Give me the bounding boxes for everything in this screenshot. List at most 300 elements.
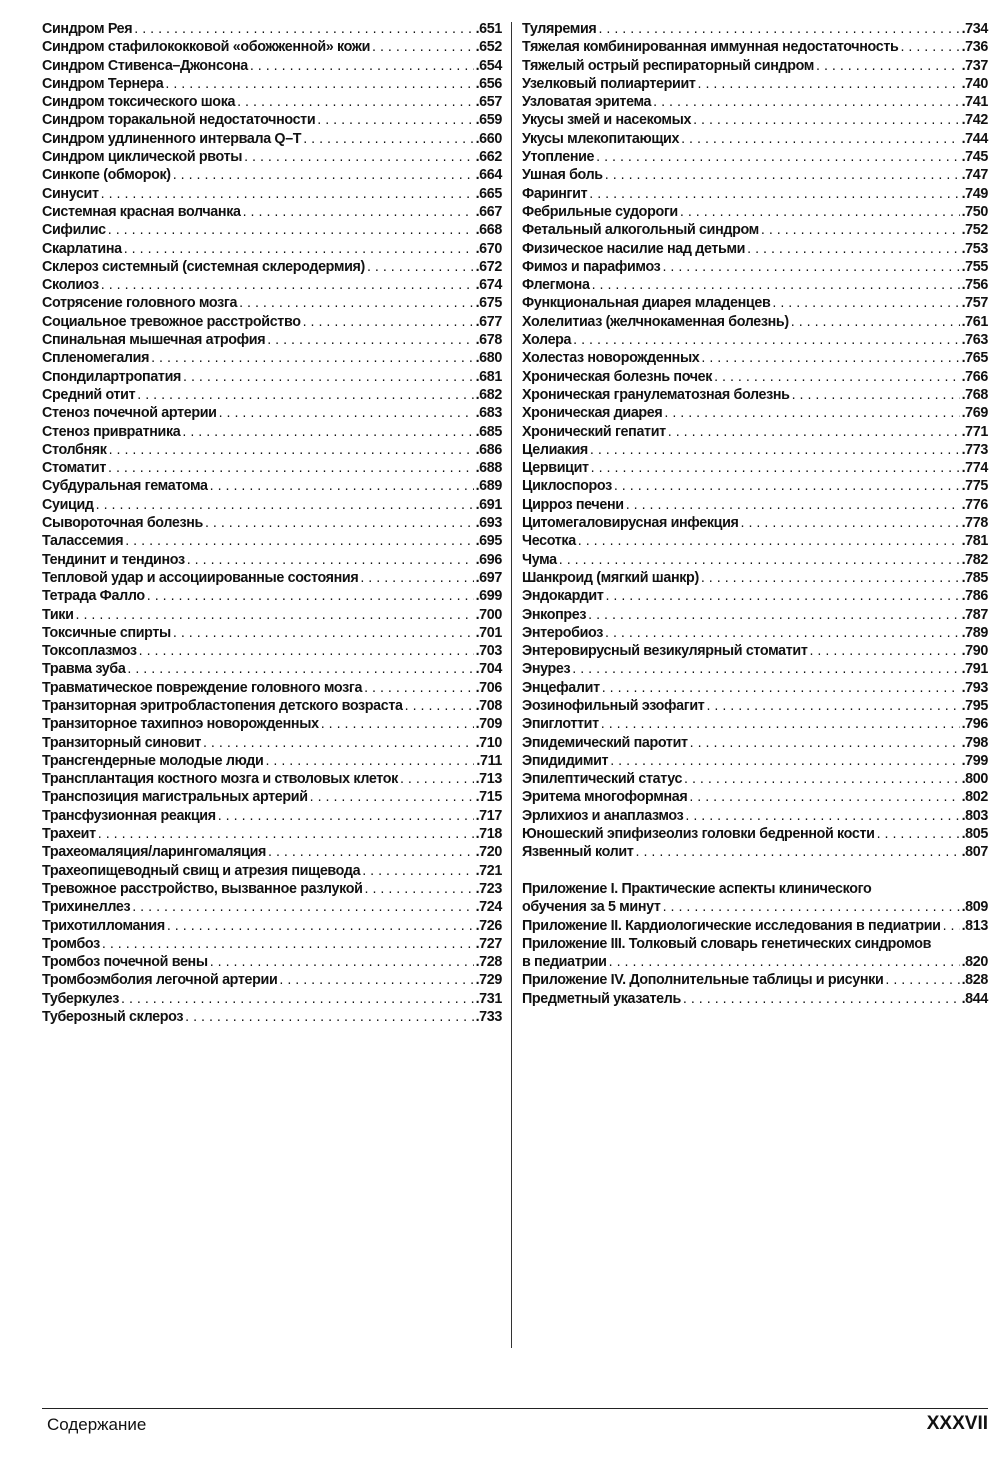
dot-leader bbox=[279, 971, 473, 989]
toc-entry[interactable] bbox=[42, 111, 502, 129]
toc-entry[interactable] bbox=[522, 148, 988, 166]
dot-leader bbox=[559, 551, 960, 569]
toc-entry[interactable] bbox=[42, 57, 502, 75]
toc-entry[interactable] bbox=[42, 606, 502, 624]
toc-entry[interactable] bbox=[42, 185, 502, 203]
toc-entry-page: .728 bbox=[475, 954, 502, 971]
toc-entry-title: Эпилептический статус bbox=[522, 771, 683, 788]
dot-leader bbox=[590, 441, 960, 459]
toc-entry-title: Синдром токсического шока bbox=[42, 94, 236, 111]
dot-leader bbox=[653, 93, 959, 111]
toc-entry[interactable] bbox=[42, 441, 502, 459]
toc-entry-title: Фебрильные судороги bbox=[522, 203, 678, 220]
appendix-3-page: .820 bbox=[961, 954, 988, 971]
toc-entry-page: .736 bbox=[961, 39, 988, 56]
toc-entry-title: Тетрада Фалло bbox=[42, 588, 145, 605]
toc-entry[interactable] bbox=[42, 38, 502, 56]
toc-entry-title: Цервицит bbox=[522, 460, 589, 477]
dot-leader bbox=[303, 313, 474, 331]
toc-entry[interactable] bbox=[42, 807, 502, 825]
appendix-3-title-cont: в педиатрии bbox=[522, 954, 607, 971]
toc-entry-page: .652 bbox=[475, 39, 502, 56]
dot-leader bbox=[219, 404, 474, 422]
dot-leader bbox=[101, 185, 474, 203]
toc-entry[interactable] bbox=[42, 93, 502, 111]
toc-entry[interactable] bbox=[42, 1008, 502, 1026]
toc-entry[interactable] bbox=[42, 75, 502, 93]
toc-entry-page: .747 bbox=[961, 167, 988, 184]
dot-leader bbox=[268, 843, 474, 861]
dot-leader bbox=[605, 624, 960, 642]
dot-leader bbox=[792, 386, 960, 404]
toc-entry-title: Эпидемический паротит bbox=[522, 734, 688, 751]
toc-entry-page: .727 bbox=[475, 935, 502, 952]
toc-entry[interactable] bbox=[42, 276, 502, 294]
toc-entry-title: Столбняк bbox=[42, 441, 107, 458]
dot-leader bbox=[900, 38, 959, 56]
dot-leader bbox=[321, 715, 474, 733]
toc-entry[interactable] bbox=[42, 935, 502, 953]
toc-entry-title: Энтеровирусный везикулярный стоматит bbox=[522, 643, 808, 660]
dot-leader bbox=[108, 221, 474, 239]
toc-entry-page: .718 bbox=[475, 826, 502, 843]
toc-entry-title: Трахеопищеводный свищ и атрезия пищевода bbox=[42, 862, 361, 879]
toc-entry-page: .720 bbox=[475, 844, 502, 861]
dot-leader bbox=[210, 477, 474, 495]
appendix-1-title-cont: обучения за 5 минут bbox=[522, 899, 661, 916]
dot-leader bbox=[265, 752, 474, 770]
toc-entry-page: .737 bbox=[961, 57, 988, 74]
dot-leader bbox=[943, 917, 960, 935]
dot-leader bbox=[218, 807, 474, 825]
dot-leader bbox=[761, 221, 960, 239]
toc-entry-page: .749 bbox=[961, 185, 988, 202]
toc-entry[interactable] bbox=[42, 917, 502, 935]
toc-entry-page: .750 bbox=[961, 203, 988, 220]
dot-leader bbox=[877, 825, 960, 843]
toc-entry[interactable] bbox=[522, 752, 988, 770]
dot-leader bbox=[101, 276, 474, 294]
toc-entry-title: Спондилартропатия bbox=[42, 368, 182, 385]
toc-entry[interactable] bbox=[522, 75, 988, 93]
toc-entry[interactable] bbox=[42, 496, 502, 514]
dot-leader bbox=[185, 1008, 473, 1026]
toc-entry[interactable] bbox=[522, 679, 988, 697]
dot-leader bbox=[701, 349, 959, 367]
toc-entry-page: .796 bbox=[961, 716, 988, 733]
dot-leader bbox=[267, 331, 473, 349]
toc-entry-page: .745 bbox=[961, 149, 988, 166]
toc-entry[interactable] bbox=[522, 203, 988, 221]
toc-entry[interactable] bbox=[42, 788, 502, 806]
toc-entry[interactable] bbox=[42, 642, 502, 660]
toc-entry-title: Туберозный склероз bbox=[42, 1009, 184, 1026]
dot-leader bbox=[636, 843, 960, 861]
toc-entry[interactable] bbox=[522, 715, 988, 733]
toc-entry-page: .733 bbox=[475, 1009, 502, 1026]
toc-entry[interactable] bbox=[42, 258, 502, 276]
toc-entry-page: .681 bbox=[475, 368, 502, 385]
dot-leader bbox=[681, 130, 959, 148]
toc-entry[interactable] bbox=[42, 203, 502, 221]
dot-leader bbox=[668, 423, 960, 441]
toc-entry-title: Системная красная волчанка bbox=[42, 203, 241, 220]
toc-entry[interactable] bbox=[522, 660, 988, 678]
toc-entry[interactable] bbox=[522, 551, 988, 569]
toc-entry[interactable] bbox=[42, 294, 502, 312]
toc-entry-title: Фимоз и парафимоз bbox=[522, 258, 661, 275]
toc-entry[interactable] bbox=[42, 240, 502, 258]
dot-leader bbox=[592, 276, 960, 294]
toc-entry-title: Тендинит и тендиноз bbox=[42, 551, 185, 568]
toc-entry-page: .774 bbox=[961, 460, 988, 477]
toc-entry[interactable] bbox=[42, 880, 502, 898]
toc-entry[interactable] bbox=[42, 331, 502, 349]
dot-leader bbox=[210, 953, 474, 971]
dot-leader bbox=[239, 294, 473, 312]
toc-entry-title: Эпидидимит bbox=[522, 752, 609, 769]
toc-entry[interactable] bbox=[522, 532, 988, 550]
toc-entry[interactable] bbox=[42, 166, 502, 184]
toc-entry-title: Тяжелая комбинированная иммунная недостаточность bbox=[522, 39, 899, 56]
toc-entry[interactable] bbox=[522, 807, 988, 825]
toc-entry[interactable] bbox=[522, 313, 988, 331]
dot-leader bbox=[365, 880, 474, 898]
toc-entry[interactable] bbox=[522, 404, 988, 422]
toc-entry-title: Синдром Стивенса–Джонсона bbox=[42, 57, 248, 74]
dot-leader bbox=[203, 734, 474, 752]
toc-entry[interactable] bbox=[42, 660, 502, 678]
toc-left-column bbox=[42, 20, 502, 1026]
toc-entry[interactable] bbox=[42, 423, 502, 441]
appendix-1-entry[interactable] bbox=[522, 898, 988, 916]
toc-entry-page: .729 bbox=[475, 972, 502, 989]
dot-leader bbox=[610, 752, 959, 770]
appendix-2-entry[interactable] bbox=[522, 917, 988, 935]
toc-entry[interactable] bbox=[522, 276, 988, 294]
toc-entry[interactable] bbox=[522, 130, 988, 148]
toc-entry-title: Язвенный колит bbox=[522, 844, 634, 861]
toc-entry[interactable] bbox=[42, 825, 502, 843]
toc-entry-title: Хроническая болезнь почек bbox=[522, 368, 713, 385]
toc-entry-title: Эритема многоформная bbox=[522, 789, 688, 806]
toc-entry[interactable] bbox=[522, 20, 988, 38]
dot-leader bbox=[125, 532, 473, 550]
toc-entry-title: Трахеомаляция/ларингомаляция bbox=[42, 844, 267, 861]
toc-entry-title: Суицид bbox=[42, 496, 94, 513]
toc-entry-page: .654 bbox=[475, 57, 502, 74]
toc-entry-title: Стеноз почечной артерии bbox=[42, 405, 217, 422]
toc-entry-page: .744 bbox=[961, 130, 988, 147]
toc-entry-page: .711 bbox=[476, 752, 502, 769]
dot-leader bbox=[173, 624, 474, 642]
toc-entry-page: .697 bbox=[475, 569, 502, 586]
toc-entry-title: Энтеробиоз bbox=[522, 624, 603, 641]
dot-leader bbox=[605, 166, 960, 184]
toc-entry[interactable] bbox=[42, 386, 502, 404]
toc-entry-title: Юношеский эпифизеолиз головки бедренной кости bbox=[522, 826, 875, 843]
toc-entry-page: .757 bbox=[961, 295, 988, 312]
dot-leader bbox=[303, 130, 473, 148]
toc-entry[interactable] bbox=[522, 368, 988, 386]
toc-entry[interactable] bbox=[522, 477, 988, 495]
toc-entry-page: .771 bbox=[961, 423, 988, 440]
dot-leader bbox=[139, 642, 474, 660]
toc-entry[interactable] bbox=[522, 331, 988, 349]
toc-entry-title: Чума bbox=[522, 551, 557, 568]
toc-entry[interactable] bbox=[42, 368, 502, 386]
toc-entry-title: Эозинофильный эзофагит bbox=[522, 697, 705, 714]
toc-entry[interactable] bbox=[42, 477, 502, 495]
dot-leader bbox=[791, 313, 960, 331]
toc-entry[interactable] bbox=[42, 898, 502, 916]
toc-entry-page: .742 bbox=[961, 112, 988, 129]
toc-entry[interactable] bbox=[522, 843, 988, 861]
toc-entry[interactable] bbox=[42, 587, 502, 605]
toc-entry[interactable] bbox=[42, 148, 502, 166]
toc-entry-page: .724 bbox=[475, 899, 502, 916]
appendix-4-title: Приложение IV. Дополнительные таблицы и рисунки bbox=[522, 972, 884, 989]
toc-entry-page: .798 bbox=[961, 734, 988, 751]
toc-entry[interactable] bbox=[522, 423, 988, 441]
toc-entry-title: Средний отит bbox=[42, 386, 136, 403]
toc-entry-page: .651 bbox=[475, 21, 502, 37]
toc-entry[interactable] bbox=[42, 514, 502, 532]
toc-entry-page: .657 bbox=[475, 94, 502, 111]
toc-entry-page: .696 bbox=[475, 551, 502, 568]
toc-entry-page: .704 bbox=[475, 661, 502, 678]
dot-leader bbox=[98, 825, 474, 843]
toc-entry-title: Цирроз печени bbox=[522, 496, 624, 513]
toc-entry-page: .795 bbox=[961, 697, 988, 714]
toc-entry-page: .752 bbox=[961, 222, 988, 239]
dot-leader bbox=[205, 514, 474, 532]
toc-entry-title: Травма зуба bbox=[42, 661, 126, 678]
toc-entry-page: .785 bbox=[961, 569, 988, 586]
appendix-4-entry[interactable] bbox=[522, 971, 988, 989]
toc-entry[interactable] bbox=[522, 111, 988, 129]
dot-leader bbox=[183, 368, 474, 386]
toc-entry[interactable] bbox=[522, 569, 988, 587]
toc-entry-page: .740 bbox=[961, 75, 988, 92]
toc-entry[interactable] bbox=[42, 734, 502, 752]
toc-entry[interactable] bbox=[42, 221, 502, 239]
toc-entry-page: .662 bbox=[475, 149, 502, 166]
toc-entry-page: .717 bbox=[475, 807, 502, 824]
toc-entry[interactable] bbox=[42, 953, 502, 971]
toc-entry[interactable] bbox=[42, 349, 502, 367]
dot-leader bbox=[664, 404, 959, 422]
appendix-block bbox=[522, 880, 988, 1008]
toc-entry[interactable] bbox=[522, 349, 988, 367]
toc-entry-page: .769 bbox=[961, 405, 988, 422]
toc-entry-title: Эпиглоттит bbox=[522, 716, 599, 733]
toc-entry[interactable] bbox=[522, 38, 988, 56]
dot-leader bbox=[689, 788, 959, 806]
toc-entry[interactable] bbox=[42, 551, 502, 569]
toc-entry[interactable] bbox=[42, 313, 502, 331]
toc-entry-page: .721 bbox=[475, 862, 502, 879]
toc-entry[interactable] bbox=[522, 441, 988, 459]
toc-entry-page: .715 bbox=[475, 789, 502, 806]
toc-entry-page: .782 bbox=[961, 551, 988, 568]
appendix-2-page: .813 bbox=[961, 917, 988, 934]
dot-leader bbox=[578, 532, 960, 550]
toc-entry[interactable] bbox=[522, 697, 988, 715]
toc-entry-page: .803 bbox=[961, 807, 988, 824]
dot-leader bbox=[102, 935, 474, 953]
appendix-1-page: .809 bbox=[961, 899, 988, 916]
toc-entry-title: Чесотка bbox=[522, 533, 576, 550]
toc-entry[interactable] bbox=[42, 990, 502, 1008]
appendix-1-title[interactable]: Приложение I. Практические аспекты клинического bbox=[522, 880, 872, 897]
dot-leader bbox=[167, 917, 474, 935]
toc-entry-title: Трансгендерные молодые люди bbox=[42, 752, 264, 769]
toc-entry-page: .665 bbox=[475, 185, 502, 202]
toc-entry[interactable] bbox=[42, 843, 502, 861]
toc-entry-page: .765 bbox=[961, 350, 988, 367]
appendix-4-page: .828 bbox=[961, 972, 988, 989]
toc-entry-title: Токсичные спирты bbox=[42, 624, 171, 641]
toc-entry-title: Сифилис bbox=[42, 222, 106, 239]
toc-entry-page: .734 bbox=[961, 21, 988, 37]
toc-entry-title: Тромбоэмболия легочной артерии bbox=[42, 972, 278, 989]
dot-leader bbox=[683, 990, 960, 1008]
footer-section-title: Содержание bbox=[47, 1415, 147, 1434]
toc-entry-page: .656 bbox=[475, 75, 502, 92]
toc-entry-title: Социальное тревожное расстройство bbox=[42, 313, 301, 330]
toc-entry[interactable] bbox=[522, 788, 988, 806]
toc-entry[interactable] bbox=[522, 93, 988, 111]
toc-entry-page: .802 bbox=[961, 789, 988, 806]
dot-leader bbox=[598, 20, 959, 38]
dot-leader bbox=[367, 258, 474, 276]
toc-entry-page: .677 bbox=[475, 313, 502, 330]
toc-entry-page: .685 bbox=[475, 423, 502, 440]
toc-entry-title: Хроническая гранулематозная болезнь bbox=[522, 386, 790, 403]
dot-leader bbox=[362, 862, 473, 880]
column-divider bbox=[511, 22, 512, 1348]
toc-entry-title: Тепловой удар и ассоциированные состояния bbox=[42, 569, 359, 586]
index-entry[interactable] bbox=[522, 990, 988, 1008]
toc-entry-title: Сотрясение головного мозга bbox=[42, 295, 238, 312]
dot-leader bbox=[701, 569, 960, 587]
toc-entry[interactable] bbox=[522, 185, 988, 203]
toc-entry[interactable] bbox=[522, 240, 988, 258]
toc-entry[interactable] bbox=[42, 404, 502, 422]
toc-entry-page: .805 bbox=[961, 826, 988, 843]
appendix-3-title[interactable]: Приложение III. Толковый словарь генетических синдромов bbox=[522, 935, 932, 952]
toc-entry-title: Токсоплазмоз bbox=[42, 643, 137, 660]
dot-leader bbox=[572, 660, 959, 678]
dot-leader bbox=[127, 660, 473, 678]
toc-entry-title: Укусы млекопитающих bbox=[522, 130, 680, 147]
toc-entry-title: Циклоспороз bbox=[522, 478, 612, 495]
toc-entry[interactable] bbox=[42, 752, 502, 770]
toc-entry[interactable] bbox=[522, 386, 988, 404]
toc-entry[interactable] bbox=[522, 294, 988, 312]
toc-entry-title: Трихотилломания bbox=[42, 917, 165, 934]
toc-entry-title: Скарлатина bbox=[42, 240, 122, 257]
dot-leader bbox=[137, 386, 473, 404]
dot-leader bbox=[816, 57, 960, 75]
toc-entry-title: Энцефалит bbox=[522, 679, 600, 696]
toc-entry-title: Транзиторная эритробластопения детского возраста bbox=[42, 697, 403, 714]
dot-leader bbox=[602, 679, 960, 697]
toc-entry[interactable] bbox=[42, 862, 502, 880]
toc-entry-page: .688 bbox=[475, 460, 502, 477]
toc-entry[interactable] bbox=[522, 166, 988, 184]
toc-entry[interactable] bbox=[42, 532, 502, 550]
toc-entry[interactable] bbox=[42, 770, 502, 788]
toc-entry-title: Тромбоз почечной вены bbox=[42, 954, 208, 971]
toc-entry-page: .793 bbox=[961, 679, 988, 696]
toc-entry[interactable] bbox=[42, 20, 502, 38]
toc-entry-page: .790 bbox=[961, 643, 988, 660]
toc-entry[interactable] bbox=[522, 496, 988, 514]
toc-entry-page: .723 bbox=[475, 880, 502, 897]
toc-entry[interactable] bbox=[522, 734, 988, 752]
dot-leader bbox=[134, 20, 473, 38]
toc-entry-page: .686 bbox=[475, 441, 502, 458]
toc-entry[interactable] bbox=[522, 624, 988, 642]
dot-leader bbox=[614, 477, 960, 495]
toc-entry[interactable] bbox=[42, 679, 502, 697]
toc-entry[interactable] bbox=[522, 606, 988, 624]
dot-leader bbox=[124, 240, 474, 258]
toc-entry[interactable] bbox=[42, 569, 502, 587]
dot-leader bbox=[243, 203, 474, 221]
toc-entry[interactable] bbox=[522, 825, 988, 843]
toc-entry-title: Туляремия bbox=[522, 21, 597, 37]
toc-entry[interactable] bbox=[522, 57, 988, 75]
dot-leader bbox=[685, 807, 959, 825]
toc-entry[interactable] bbox=[522, 587, 988, 605]
toc-entry[interactable] bbox=[42, 971, 502, 989]
toc-entry[interactable] bbox=[522, 258, 988, 276]
toc-right-list bbox=[522, 20, 988, 862]
toc-entry-page: .683 bbox=[475, 405, 502, 422]
toc-entry-title: Хронический гепатит bbox=[522, 423, 666, 440]
dot-leader bbox=[121, 990, 474, 1008]
toc-entry-page: .741 bbox=[961, 94, 988, 111]
toc-entry-title: Синкопе (обморок) bbox=[42, 167, 171, 184]
toc-entry[interactable] bbox=[522, 514, 988, 532]
dot-leader bbox=[601, 715, 960, 733]
toc-entry-page: .791 bbox=[961, 661, 988, 678]
toc-entry-page: .691 bbox=[475, 496, 502, 513]
toc-entry-page: .781 bbox=[961, 533, 988, 550]
toc-entry-page: .800 bbox=[961, 771, 988, 788]
dot-leader bbox=[132, 898, 473, 916]
toc-entry[interactable] bbox=[522, 221, 988, 239]
toc-entry[interactable] bbox=[42, 459, 502, 477]
dot-leader bbox=[372, 38, 474, 56]
toc-entry[interactable] bbox=[522, 770, 988, 788]
toc-entry[interactable] bbox=[42, 130, 502, 148]
toc-entry[interactable] bbox=[42, 697, 502, 715]
toc-entry[interactable] bbox=[42, 715, 502, 733]
toc-entry[interactable] bbox=[42, 624, 502, 642]
toc-entry-page: .713 bbox=[475, 771, 502, 788]
toc-entry-title: Утопление bbox=[522, 149, 595, 166]
toc-entry[interactable] bbox=[522, 459, 988, 477]
toc-entry[interactable] bbox=[522, 642, 988, 660]
dot-leader bbox=[690, 734, 960, 752]
toc-entry-title: Холера bbox=[522, 332, 572, 349]
toc-entry-page: .664 bbox=[475, 167, 502, 184]
appendix-3-entry[interactable] bbox=[522, 953, 988, 971]
